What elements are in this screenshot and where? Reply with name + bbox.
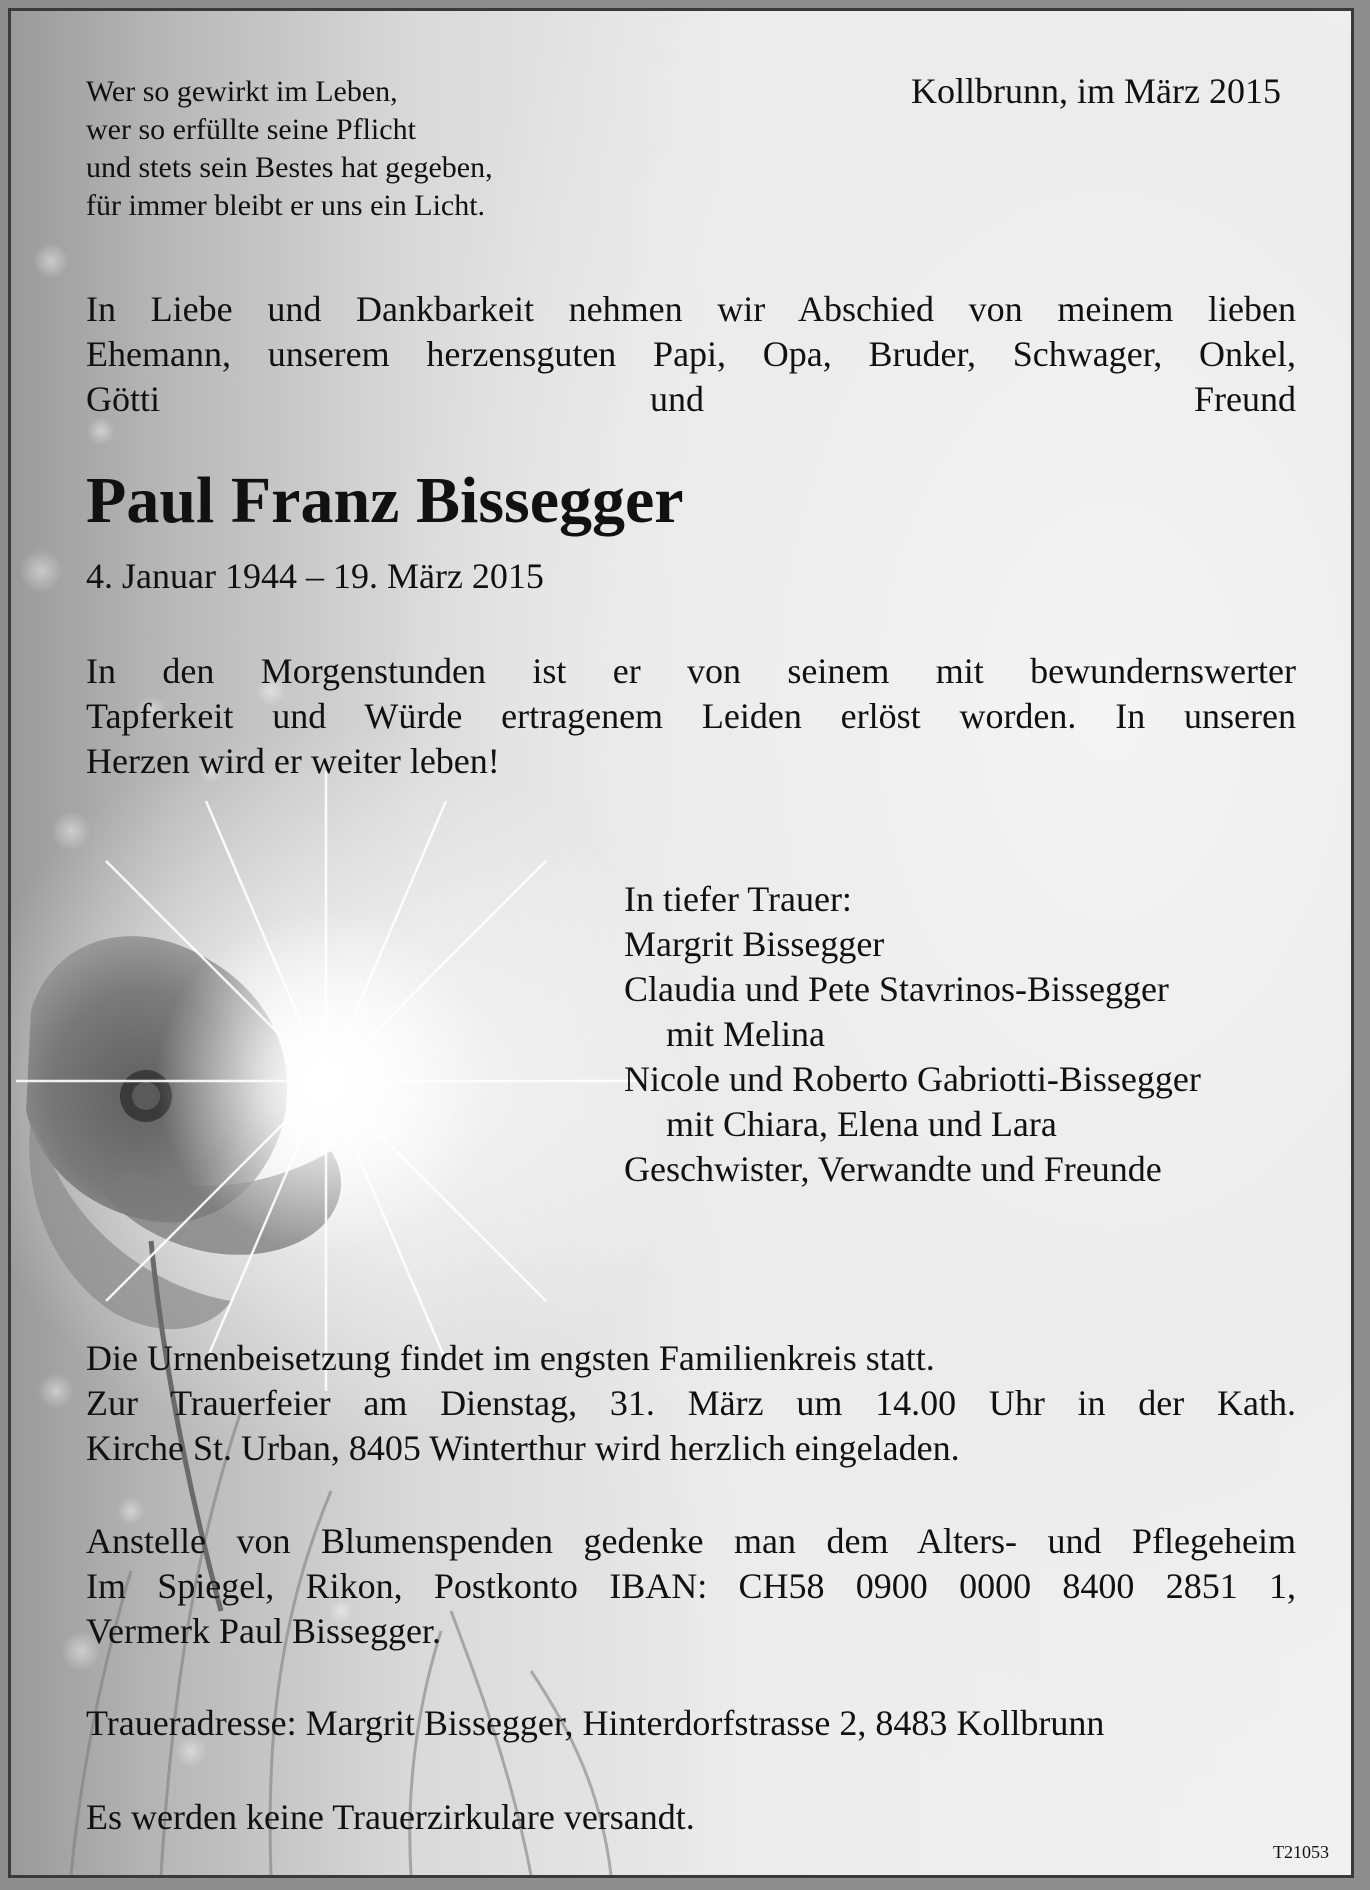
- verse-line: Wer so gewirkt im Leben,: [86, 75, 398, 108]
- intro-line: In Liebe und Dankbarkeit nehmen wir Abschied von meinem lieben: [86, 289, 1296, 329]
- donation-line: Im Spiegel, Rikon, Postkonto IBAN: CH58 0900 0000 8400 2851 1,: [86, 1566, 1296, 1606]
- mourning-address: Traueradresse: Margrit Bissegger, Hinterdorfstrasse 2, 8483 Kollbrunn: [86, 1703, 1105, 1743]
- funeral-line: Zur Trauerfeier am Dienstag, 31. März um 14.00 Uhr in der Kath.: [86, 1383, 1296, 1423]
- passing-paragraph: [86, 649, 1296, 784]
- verse-line: wer so erfüllte seine Pflicht: [86, 113, 416, 146]
- mourners-list: [624, 877, 1201, 1192]
- mourner-line: mit Melina: [666, 1014, 825, 1054]
- donation-line: Vermerk Paul Bissegger.: [86, 1611, 441, 1651]
- funeral-line: Die Urnenbeisetzung findet im engsten Familienkreis statt.: [86, 1338, 935, 1378]
- mourner-line: Claudia und Pete Stavrinos-Bissegger: [624, 969, 1169, 1009]
- memorial-verse: [86, 73, 493, 225]
- sunburst: [16, 771, 636, 1391]
- passing-line: In den Morgenstunden ist er von seinem mit bewundernswerter: [86, 651, 1296, 691]
- verse-line: und stets sein Bestes hat gegeben,: [86, 151, 493, 184]
- passing-line: Herzen wird er weiter leben!: [86, 741, 500, 781]
- place-date: Kollbrunn, im März 2015: [911, 71, 1281, 111]
- farewell-intro: [86, 287, 1296, 422]
- no-circulars-note: Es werden keine Trauerzirkulare versandt.: [86, 1797, 695, 1837]
- intro-line: Götti und Freund: [86, 379, 1296, 419]
- passing-line: Tapferkeit und Würde ertragenem Leiden erlöst worden. In unseren: [86, 696, 1296, 736]
- mourner-line: Margrit Bissegger: [624, 924, 885, 964]
- donation-info: [86, 1519, 1296, 1654]
- verse-line: für immer bleibt er uns ein Licht.: [86, 189, 486, 222]
- funeral-info: [86, 1336, 1296, 1471]
- donation-line: Anstelle von Blumenspenden gedenke man dem Alters- und Pflegeheim: [86, 1521, 1296, 1561]
- funeral-line: Kirche St. Urban, 8405 Winterthur wird herzlich eingeladen.: [86, 1428, 960, 1468]
- obituary-notice: [8, 8, 1354, 1878]
- deceased-name: Paul Franz Bissegger: [86, 464, 684, 537]
- mourners-heading: In tiefer Trauer:: [624, 879, 852, 919]
- reference-code: T21053: [1273, 1842, 1329, 1862]
- mourner-line: Geschwister, Verwandte und Freunde: [624, 1149, 1162, 1189]
- mourner-line: mit Chiara, Elena und Lara: [666, 1104, 1057, 1144]
- mourner-line: Nicole und Roberto Gabriotti-Bissegger: [624, 1059, 1201, 1099]
- intro-line: Ehemann, unserem herzensguten Papi, Opa, Bruder, Schwager, Onkel,: [86, 334, 1296, 374]
- life-dates: 4. Januar 1944 – 19. März 2015: [86, 556, 544, 596]
